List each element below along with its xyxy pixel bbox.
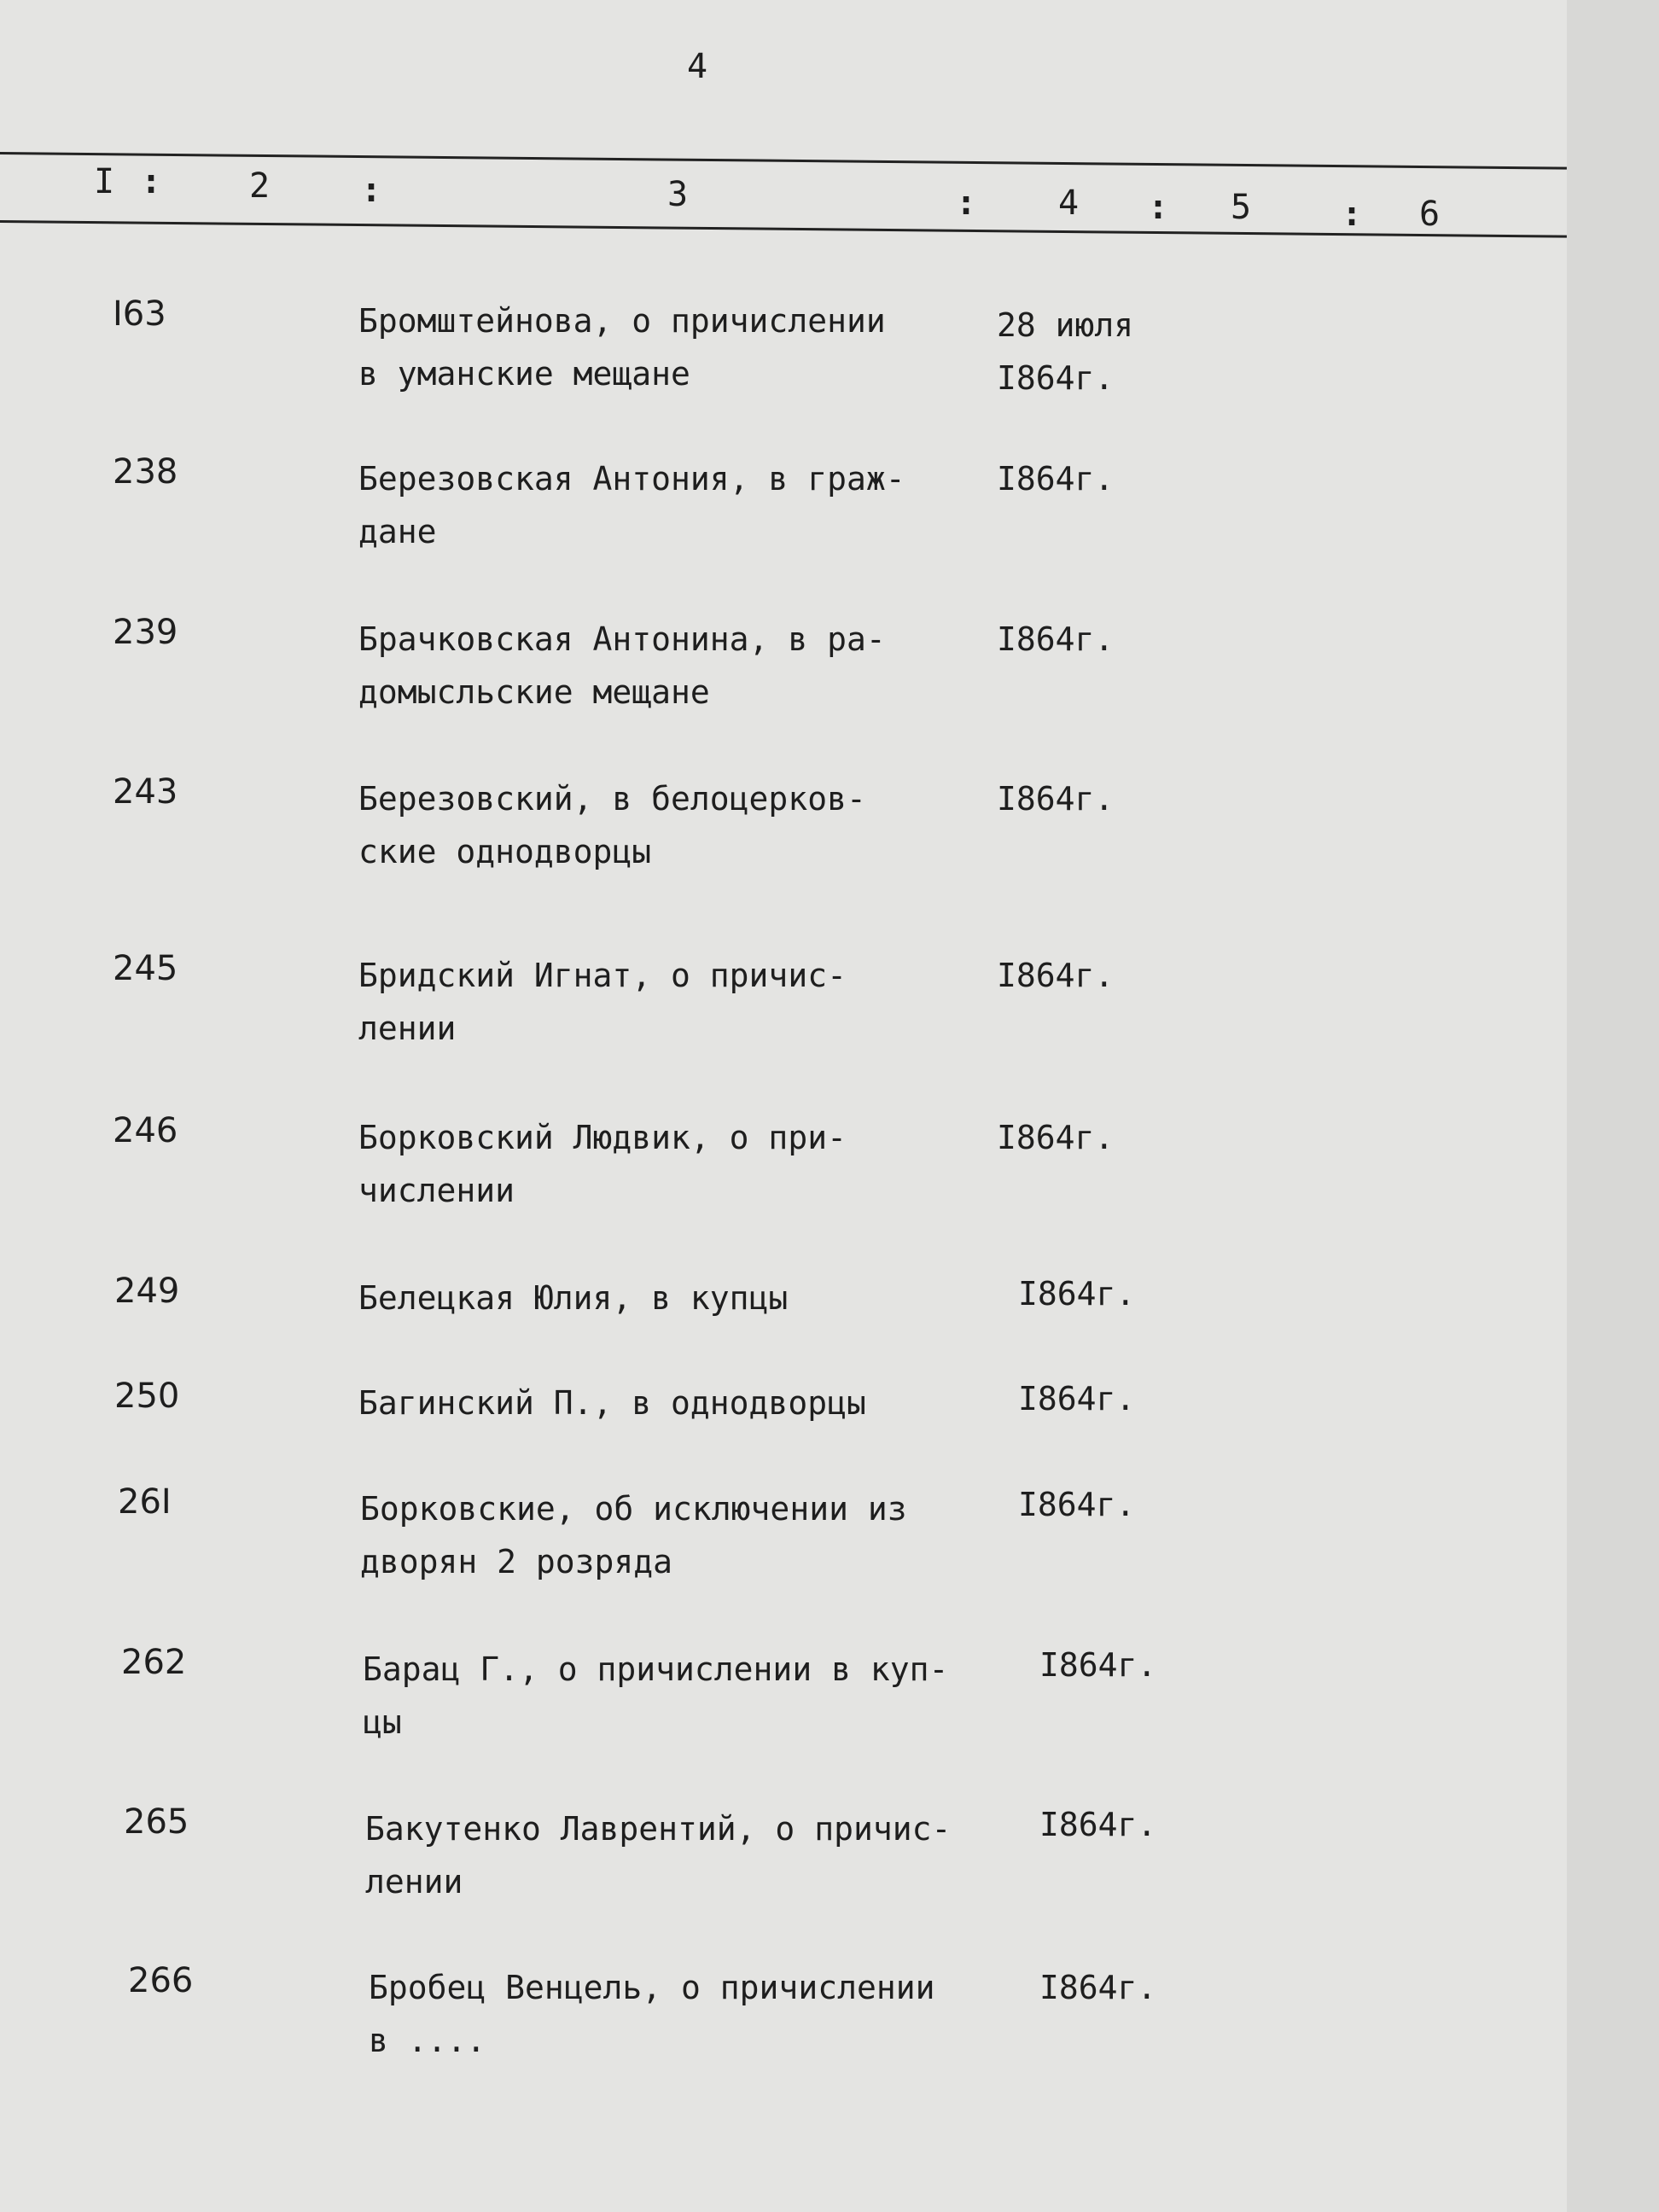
page-number: 4: [687, 47, 708, 86]
record-description: [358, 1111, 847, 1217]
record-date: [997, 613, 1114, 666]
record-date: [1039, 1961, 1156, 2014]
record-date: [1039, 1639, 1156, 1691]
date-line: I864г.: [1039, 1646, 1157, 1684]
next-page-edge: [1567, 0, 1659, 2212]
header-col-2: 2: [249, 166, 271, 206]
record-description: [358, 1377, 866, 1429]
description-line: дворян 2 розряда: [360, 1543, 673, 1580]
description-line: Багинский П., в однодворцы: [358, 1384, 866, 1422]
record-description: [358, 949, 847, 1055]
record-description: [358, 452, 905, 558]
description-line: Бакутенко Лаврентий, о причис-: [365, 1810, 952, 1848]
header-col-3: 3: [667, 175, 689, 214]
record-date: [1018, 1372, 1135, 1425]
record-number: 243: [113, 772, 178, 812]
description-line: Борковские, об исключении из: [360, 1490, 907, 1528]
record-number: 262: [121, 1643, 187, 1682]
description-line: лении: [365, 1863, 463, 1901]
description-line: цы: [363, 1703, 402, 1741]
date-line: I864г.: [997, 620, 1115, 658]
record-description: [358, 1272, 788, 1324]
date-line: I864г.: [997, 957, 1115, 994]
record-description: [360, 1482, 907, 1588]
header-top-rule: [0, 152, 1567, 170]
description-line: Барац Г., о причислении в куп-: [363, 1650, 949, 1688]
record-number: 266: [128, 1961, 194, 2000]
date-line: I864г.: [1039, 1969, 1157, 2006]
record-description: [358, 294, 886, 400]
date-line: I864г.: [997, 1119, 1115, 1156]
record-number: 246: [113, 1111, 178, 1150]
record-number: I63: [113, 294, 166, 334]
date-line: I864г.: [997, 460, 1115, 498]
header-col-6: 6: [1419, 195, 1441, 234]
record-date: [1039, 1798, 1156, 1851]
record-description: [358, 772, 866, 878]
description-line: лении: [358, 1010, 457, 1047]
record-date: [997, 772, 1114, 825]
record-date: [1018, 1267, 1135, 1320]
header-separator: :: [956, 183, 977, 223]
header-separator: :: [361, 171, 382, 210]
record-number: 239: [113, 613, 178, 652]
date-line: I864г.: [1039, 1806, 1157, 1843]
description-line: Березовская Антония, в граж-: [358, 460, 905, 498]
record-description: [369, 1961, 934, 2067]
record-date: [997, 452, 1114, 505]
record-number: 245: [113, 949, 178, 988]
record-description: [363, 1643, 948, 1749]
header-separator: :: [1148, 188, 1169, 227]
date-line: I864г.: [1018, 1275, 1136, 1313]
record-description: [365, 1802, 951, 1908]
description-line: числении: [358, 1172, 515, 1209]
date-line: I864г.: [1018, 1380, 1136, 1417]
date-line: 28 июля: [997, 306, 1134, 344]
description-line: дане: [358, 513, 437, 550]
description-line: в ....: [369, 2022, 486, 2059]
description-line: домысльские мещане: [358, 673, 710, 711]
date-line: I864г.: [1018, 1486, 1136, 1523]
record-number: 26I: [118, 1482, 172, 1522]
description-line: Бридский Игнат, о причис-: [358, 957, 847, 994]
description-line: ские однодворцы: [358, 833, 652, 870]
date-line: I864г.: [997, 780, 1115, 818]
description-line: Березовский, в белоцерков-: [358, 780, 866, 818]
header-separator: :: [141, 162, 162, 201]
description-line: Борковский Людвик, о при-: [358, 1119, 847, 1156]
description-line: Бромштейнова, о причислении: [358, 302, 886, 340]
header-col-4: 4: [1058, 183, 1080, 223]
record-number: 238: [113, 452, 178, 492]
record-number: 265: [124, 1802, 189, 1842]
record-date: [1018, 1478, 1135, 1531]
description-line: Брачковская Антонина, в ра-: [358, 620, 886, 658]
header-col-5: 5: [1231, 188, 1252, 227]
header-col-1: I: [94, 162, 115, 201]
header-separator: :: [1342, 195, 1363, 234]
header-bottom-rule: [0, 220, 1567, 238]
record-number: 250: [114, 1377, 180, 1416]
record-date: [997, 299, 1133, 405]
record-description: [358, 613, 886, 719]
record-date: [997, 1111, 1114, 1164]
date-line: I864г.: [997, 359, 1115, 397]
description-line: Бробец Венцель, о причислении: [369, 1969, 935, 2006]
record-number: 249: [114, 1272, 180, 1311]
record-date: [997, 949, 1114, 1002]
description-line: в уманские мещане: [358, 355, 690, 393]
description-line: Белецкая Юлия, в купцы: [358, 1279, 789, 1317]
